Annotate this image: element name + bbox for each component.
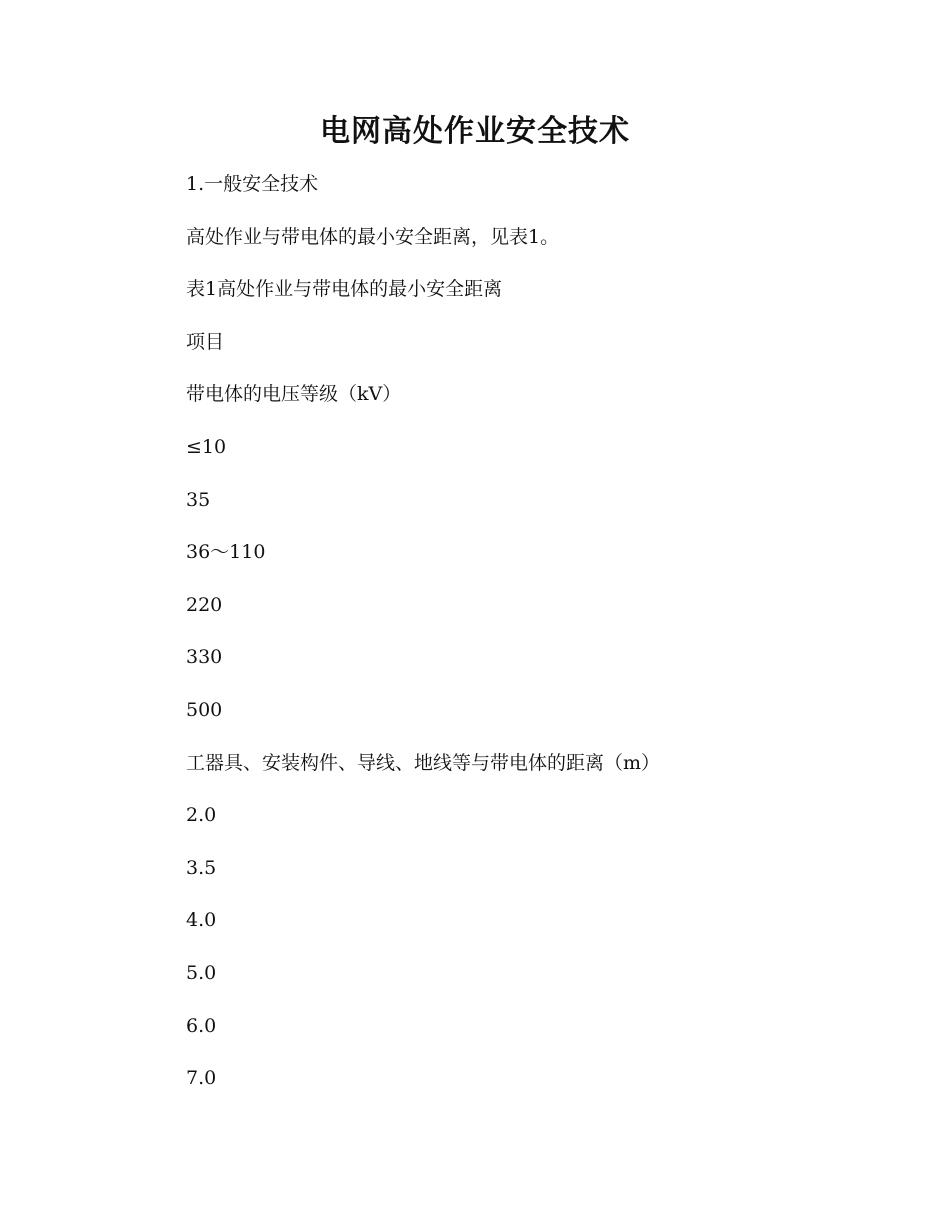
section-heading: 1.一般安全技术: [186, 173, 319, 195]
table-cell: 7.0: [186, 1067, 217, 1090]
table-cell: 带电体的电压等级（kV）: [186, 383, 402, 406]
table-cell: ≤10: [186, 435, 227, 458]
table-cell: 36～110: [186, 541, 266, 564]
table-cell: 5.0: [186, 961, 217, 984]
table-cell: 工器具、安装构件、导线、地线等与带电体的距离（m）: [186, 751, 661, 774]
table-cell: 35: [186, 488, 211, 511]
table-cell: 2.0: [186, 804, 217, 827]
table-cell: 500: [186, 698, 223, 721]
table-caption: 表1高处作业与带电体的最小安全距离: [186, 278, 503, 301]
document-title: 电网高处作业安全技术: [320, 114, 630, 149]
paragraph: 高处作业与带电体的最小安全距离，见表1。: [186, 225, 560, 248]
table-cell: 220: [186, 593, 223, 616]
table-cell: 6.0: [186, 1014, 217, 1037]
table-cell: 330: [186, 646, 223, 669]
table-cell: 3.5: [186, 856, 217, 879]
table-cell: 4.0: [186, 909, 217, 932]
table-cell: 项目: [186, 330, 225, 353]
document-body: [186, 166, 906, 1113]
